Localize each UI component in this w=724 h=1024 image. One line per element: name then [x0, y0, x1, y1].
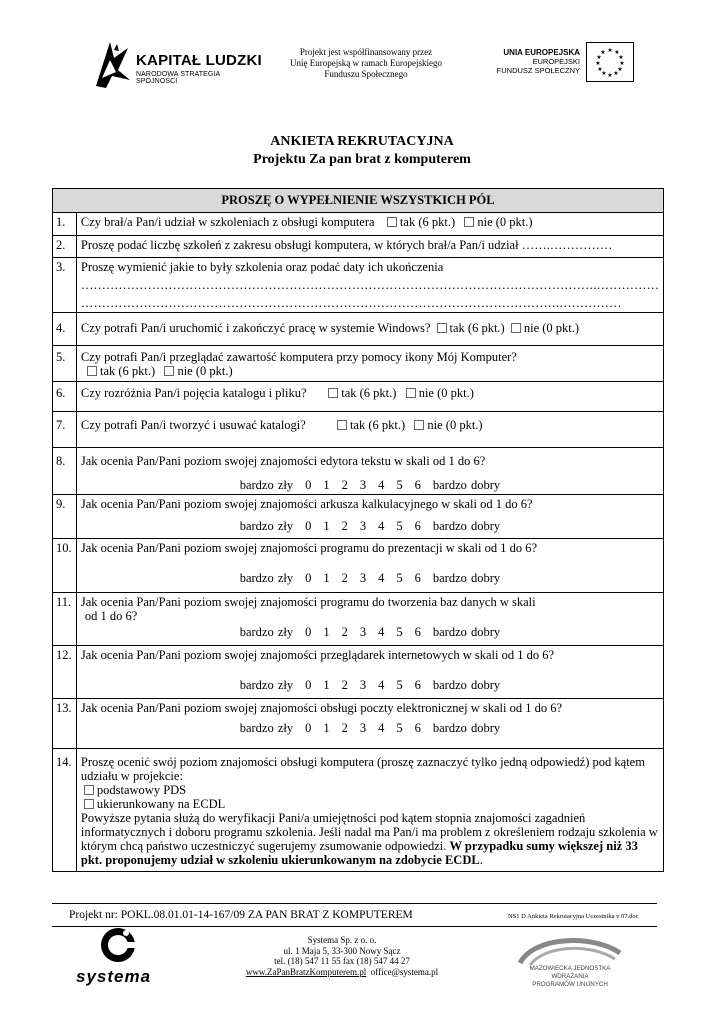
svg-text:★: ★ [607, 47, 613, 54]
q6-no-checkbox[interactable] [406, 388, 416, 398]
svg-text:★: ★ [596, 54, 602, 61]
svg-text:★: ★ [617, 66, 623, 73]
eu-label: UNIA EUROPEJSKA EUROPEJSKI FUNDUSZ SPOŁECZNY [496, 48, 580, 75]
q6-yes-checkbox[interactable] [328, 388, 338, 398]
mjwpu-logo: MAZOWIECKA JEDNOSTKA WDRAŻANIA PROGRAMÓW UNIJNYCH [515, 935, 625, 990]
q5-yes-checkbox[interactable] [87, 366, 97, 376]
table-row: 14. Proszę ocenić swój poziom znajomości obsługi komputera (proszę zaznaczyć tylko jedną odpowiedź) pod kątem udziału w projekcie: podstawowy PDS ukierunkowany na ECDL Powyższe pytania służą do weryfikacji Pani/a umiejętności pod kątem stopnia znajomości zagadnień informatycznych i doboru programu szkolenia. Jeśli nadal ma Pan/i ma problem z określeniem rodzaju szkolenia w którym chcą państwo uczestniczyć sugerujemy zsumowanie odpowiedzi. W przypadku sumy większej niż 33 pkt. proponujemy udział w szkoleniu ukierunkowanym na zdobycie ECDL. [53, 749, 664, 872]
kapital-ludzki-logo [92, 40, 262, 92]
questionnaire-table [52, 188, 664, 872]
svg-text:★: ★ [614, 49, 620, 56]
kapital-ludzki-emblem-icon [92, 40, 132, 88]
cofinancing-note: Projekt jest współfinansowany przez Unię Europejską w ramach Europejskiego Funduszu Społecznego [290, 47, 442, 79]
svg-text:★: ★ [613, 70, 619, 77]
q13-rating-scale[interactable]: bardzo zły 0 1 2 3 4 5 6 bardzo dobry [239, 721, 501, 735]
svg-text:★: ★ [600, 49, 606, 56]
footer-doc-name: NS1 D Ankieta Rekrutacyjna Uczestnika v 07.doc [508, 913, 639, 920]
svg-text:★: ★ [607, 72, 613, 79]
svg-text:★: ★ [618, 54, 624, 61]
table-row: 2. Proszę podać liczbę szkoleń z zakresu obsługi komputera, w których brał/a Pan/i udział …….…………… [53, 236, 664, 258]
q7-no-checkbox[interactable] [414, 420, 424, 430]
table-row: 7. Czy potrafi Pan/i tworzyć i usuwać katalogi? tak (6 pkt.) nie (0 pkt.) [53, 412, 664, 448]
q3-answer-line[interactable]: …………………………………………………………………………………………………….…………… [80, 296, 622, 310]
q5-no-checkbox[interactable] [164, 366, 174, 376]
q8-rating-scale[interactable]: bardzo zły 0 1 2 3 4 5 6 bardzo dobry [239, 478, 501, 492]
table-row: 3. Proszę wymienić jakie to były szkolenia oraz podać daty ich ukończenia …………………………………………………………………………………………………………….…………… …………………………………………………………………………………………………….…………… [53, 258, 664, 313]
website-link[interactable]: www.ZaPanBratzKomputerem.pl [245, 966, 367, 977]
q9-rating-scale[interactable]: bardzo zły 0 1 2 3 4 5 6 bardzo dobry [239, 519, 501, 533]
footer-divider [52, 903, 657, 904]
table-row: 13. Jak ocenia Pan/Pani poziom swojej znajomości obsługi poczty elektronicznej w skali od 1 do 6? bardzo zły 0 1 2 3 4 5 6 bardzo dobry [53, 699, 664, 749]
form-subtitle: Projektu Za pan brat z komputerem [253, 152, 471, 167]
table-row: 11. Jak ocenia Pan/Pani poziom swojej znajomości programu do tworzenia baz danych w skali od 1 do 6? bardzo zły 0 1 2 3 4 5 6 bardzo dobry [53, 593, 664, 646]
q11-rating-scale[interactable]: bardzo zły 0 1 2 3 4 5 6 bardzo dobry [239, 625, 501, 639]
q14-ecdl-checkbox[interactable] [84, 799, 94, 809]
q3-answer-line[interactable]: …………………………………………………………………………………………………………….…………… [80, 278, 659, 292]
svg-text:★: ★ [601, 70, 607, 77]
table-row: 5. Czy potrafi Pan/i przeglądać zawartość komputera przy pomocy ikony Mój Komputer? tak (6 pkt.) nie (0 pkt.) [53, 346, 664, 382]
kl-title: KAPITAŁ LUDZKI [136, 52, 262, 69]
svg-text:★: ★ [597, 66, 603, 73]
table-row: 4. Czy potrafi Pan/i uruchomić i zakończyć pracę w systemie Windows? tak (6 pkt.) nie (0 pkt.) [53, 313, 664, 346]
q12-rating-scale[interactable]: bardzo zły 0 1 2 3 4 5 6 bardzo dobry [239, 678, 501, 692]
footer-address: Systema Sp. z o. o. ul. 1 Maja 5, 33-300 Nowy Sącz tel. (18) 547 11 55 fax (18) 547 44 27 www.ZaPanBratzKomputerem.pl office@systema.pl [245, 935, 439, 977]
eu-flag-icon [586, 42, 634, 82]
form-title: ANKIETA REKRUTACYJNA [270, 134, 454, 149]
q4-no-checkbox[interactable] [511, 323, 521, 333]
svg-text:★: ★ [595, 60, 601, 67]
table-row: 10. Jak ocenia Pan/Pani poziom swojej znajomości programu do prezentacji w skali od 1 do 6? bardzo zły 0 1 2 3 4 5 6 bardzo dobry [53, 539, 664, 593]
systema-wordmark: systema [76, 967, 152, 986]
systema-logo [76, 927, 176, 987]
q10-rating-scale[interactable]: bardzo zły 0 1 2 3 4 5 6 bardzo dobry [239, 571, 501, 585]
q1-yes-checkbox[interactable] [387, 217, 397, 227]
systema-emblem-icon [96, 927, 140, 963]
svg-text:★: ★ [619, 60, 625, 67]
q4-yes-checkbox[interactable] [437, 323, 447, 333]
email-link[interactable]: office@systema.pl [370, 966, 439, 977]
mjwpu-emblem-icon [515, 935, 625, 965]
kl-subtitle: NARODOWA STRATEGIA SPÓJNOŚCI [136, 71, 220, 85]
q7-yes-checkbox[interactable] [337, 420, 347, 430]
footer-project: Projekt nr: POKL.08.01.01-14-167/09 ZA PAN BRAT Z KOMPUTEREM [69, 909, 413, 921]
table-row: 1. Czy brał/a Pan/i udział w szkoleniach z obsługi komputera tak (6 pkt.) nie (0 pkt.) [53, 213, 664, 236]
table-row: 8. Jak ocenia Pan/Pani poziom swojej znajomości edytora tekstu w skali od 1 do 6? bardzo zły 0 1 2 3 4 5 6 bardzo dobry [53, 448, 664, 495]
table-heading: PROSZĘ O WYPEŁNIENIE WSZYSTKICH PÓL [53, 189, 664, 213]
table-row: 12. Jak ocenia Pan/Pani poziom swojej znajomości przeglądarek internetowych w skali od 1 do 6? bardzo zły 0 1 2 3 4 5 6 bardzo dobry [53, 646, 664, 699]
q1-no-checkbox[interactable] [464, 217, 474, 227]
q14-basic-checkbox[interactable] [84, 785, 94, 795]
table-row: 9. Jak ocenia Pan/Pani poziom swojej znajomości arkusza kalkulacyjnego w skali od 1 do 6? bardzo zły 0 1 2 3 4 5 6 bardzo dobry [53, 495, 664, 539]
table-row: 6. Czy rozróżnia Pan/i pojęcia katalogu i pliku? tak (6 pkt.) nie (0 pkt.) [53, 382, 664, 412]
q2-text: Proszę podać liczbę szkoleń z zakresu obsługi komputera, w których brał/a Pan/i udział …….…………… [76, 236, 663, 258]
